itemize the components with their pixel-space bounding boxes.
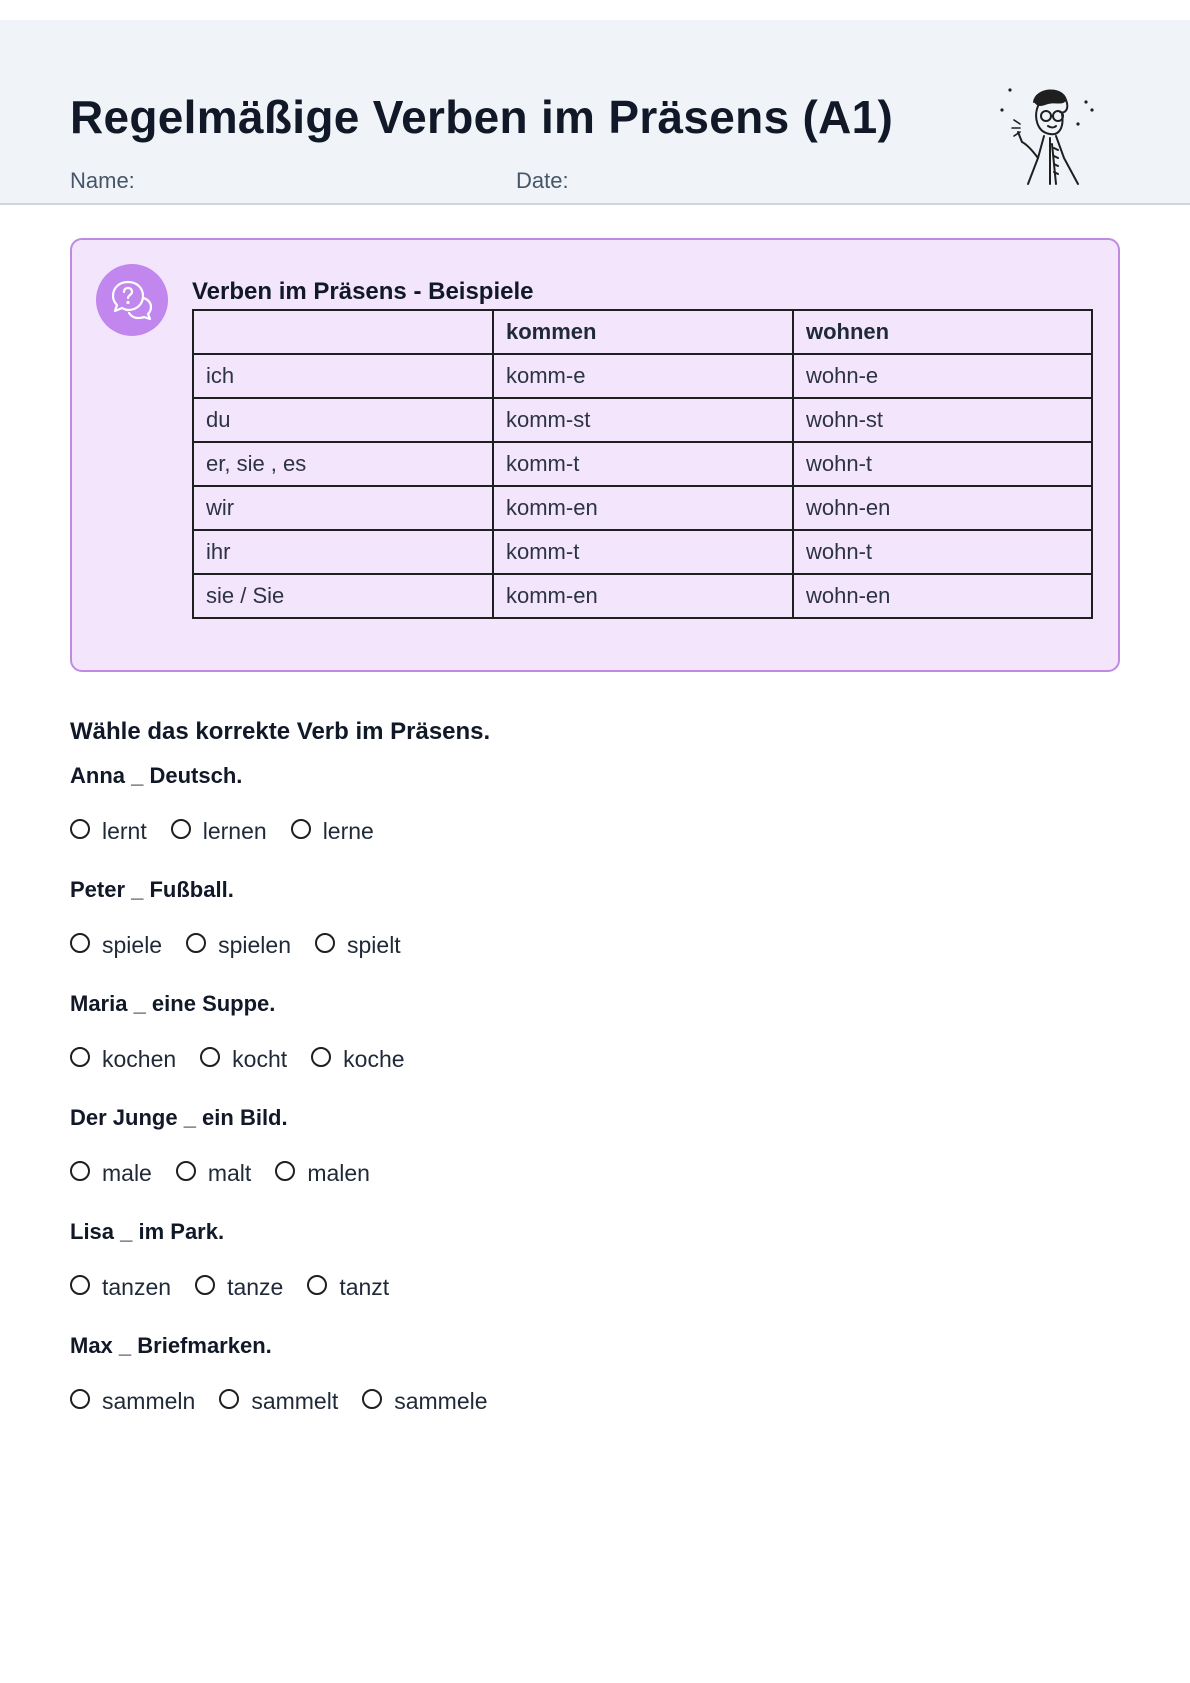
table-cell: komm-e (493, 354, 793, 398)
option-label: lernt (102, 818, 147, 844)
name-label: Name: (70, 168, 135, 193)
option-label: tanze (227, 1274, 284, 1300)
radio-button[interactable] (362, 1389, 382, 1409)
pronoun-cell: wir (193, 486, 493, 530)
question-prompt: Peter _ Fußball. (70, 877, 234, 902)
table-row (193, 574, 1092, 618)
table-row (193, 398, 1092, 442)
radio-button[interactable] (171, 819, 191, 839)
table-header-cell: wohnen (793, 310, 1092, 354)
radio-button[interactable] (275, 1161, 295, 1181)
page-title: Regelmäßige Verben im Präsens (A1) (70, 91, 894, 143)
radio-button[interactable] (311, 1047, 331, 1067)
answer-option[interactable] (176, 1160, 251, 1187)
option-label: sammeln (102, 1388, 196, 1414)
callout-title: Verben im Präsens - Beispiele (192, 278, 534, 305)
question-prompt: Der Junge _ ein Bild. (70, 1105, 288, 1130)
table-header-cell: kommen (493, 310, 793, 354)
answer-option[interactable] (70, 818, 147, 845)
worksheet-header (0, 20, 1190, 205)
answer-option[interactable] (70, 1388, 195, 1415)
option-label: lernen (202, 818, 267, 844)
answer-option[interactable] (171, 818, 267, 845)
question-prompt: Lisa _ im Park. (70, 1219, 225, 1244)
table-cell: komm-en (493, 574, 793, 618)
table-cell: wohn-t (793, 530, 1092, 574)
table-header-cell (193, 310, 493, 354)
table-header-row (193, 310, 1092, 354)
option-label: spiele (102, 932, 163, 958)
pronoun-cell: du (193, 398, 493, 442)
table-row (193, 354, 1092, 398)
radio-button[interactable] (195, 1275, 215, 1295)
option-label: tanzen (102, 1274, 172, 1300)
option-label: tanzt (339, 1274, 390, 1300)
conjugation-table (192, 309, 1093, 619)
question-prompt: Anna _ Deutsch. (70, 763, 243, 788)
option-label: sammele (394, 1388, 488, 1414)
radio-button[interactable] (307, 1275, 327, 1295)
student-illustration-icon (998, 84, 1102, 188)
answer-option[interactable] (70, 932, 162, 959)
pronoun-cell: er, sie , es (193, 442, 493, 486)
option-label: malen (307, 1160, 370, 1186)
answer-options (70, 1160, 394, 1187)
table-cell: wohn-en (793, 574, 1092, 618)
radio-button[interactable] (70, 1161, 90, 1181)
radio-button[interactable] (200, 1047, 220, 1067)
callout-icon-badge (96, 264, 168, 336)
answer-option[interactable] (291, 818, 374, 845)
radio-button[interactable] (186, 933, 206, 953)
answer-option[interactable] (311, 1046, 404, 1073)
answer-option[interactable] (275, 1160, 370, 1187)
radio-button[interactable] (219, 1389, 239, 1409)
answer-option[interactable] (186, 932, 291, 959)
table-row (193, 442, 1092, 486)
radio-button[interactable] (70, 1275, 90, 1295)
date-label: Date: (516, 168, 569, 193)
answer-option[interactable] (70, 1274, 171, 1301)
table-cell: wohn-en (793, 486, 1092, 530)
answer-option[interactable] (70, 1046, 176, 1073)
option-label: sammelt (251, 1388, 339, 1414)
option-label: male (102, 1160, 152, 1186)
table-cell: wohn-e (793, 354, 1092, 398)
radio-button[interactable] (70, 933, 90, 953)
answer-options (70, 818, 398, 845)
question-prompt: Max _ Briefmarken. (70, 1333, 272, 1358)
radio-button[interactable] (70, 1047, 90, 1067)
table-cell: komm-t (493, 530, 793, 574)
answer-options (70, 932, 425, 959)
table-cell: komm-en (493, 486, 793, 530)
pronoun-cell: ihr (193, 530, 493, 574)
option-label: spielt (347, 932, 401, 958)
pronoun-cell: ich (193, 354, 493, 398)
option-label: lerne (322, 818, 374, 844)
table-cell: komm-st (493, 398, 793, 442)
question-chat-icon (110, 278, 154, 322)
table-row (193, 530, 1092, 574)
radio-button[interactable] (70, 819, 90, 839)
option-label: spielen (218, 932, 291, 958)
option-label: kocht (232, 1046, 288, 1072)
answer-option[interactable] (70, 1160, 152, 1187)
table-row (193, 486, 1092, 530)
answer-options (70, 1274, 413, 1301)
table-cell: wohn-t (793, 442, 1092, 486)
option-label: koche (343, 1046, 405, 1072)
radio-button[interactable] (291, 819, 311, 839)
answer-option[interactable] (200, 1046, 287, 1073)
answer-option[interactable] (362, 1388, 487, 1415)
radio-button[interactable] (176, 1161, 196, 1181)
table-cell: wohn-st (793, 398, 1092, 442)
answer-options (70, 1046, 429, 1073)
answer-options (70, 1388, 512, 1415)
answer-option[interactable] (219, 1388, 338, 1415)
answer-option[interactable] (315, 932, 401, 959)
option-label: kochen (102, 1046, 177, 1072)
radio-button[interactable] (70, 1389, 90, 1409)
answer-option[interactable] (307, 1274, 389, 1301)
pronoun-cell: sie / Sie (193, 574, 493, 618)
exercise-instruction: Wähle das korrekte Verb im Präsens. (70, 718, 491, 745)
answer-option[interactable] (195, 1274, 283, 1301)
option-label: malt (207, 1160, 252, 1186)
question-prompt: Maria _ eine Suppe. (70, 991, 276, 1016)
radio-button[interactable] (315, 933, 335, 953)
table-cell: komm-t (493, 442, 793, 486)
